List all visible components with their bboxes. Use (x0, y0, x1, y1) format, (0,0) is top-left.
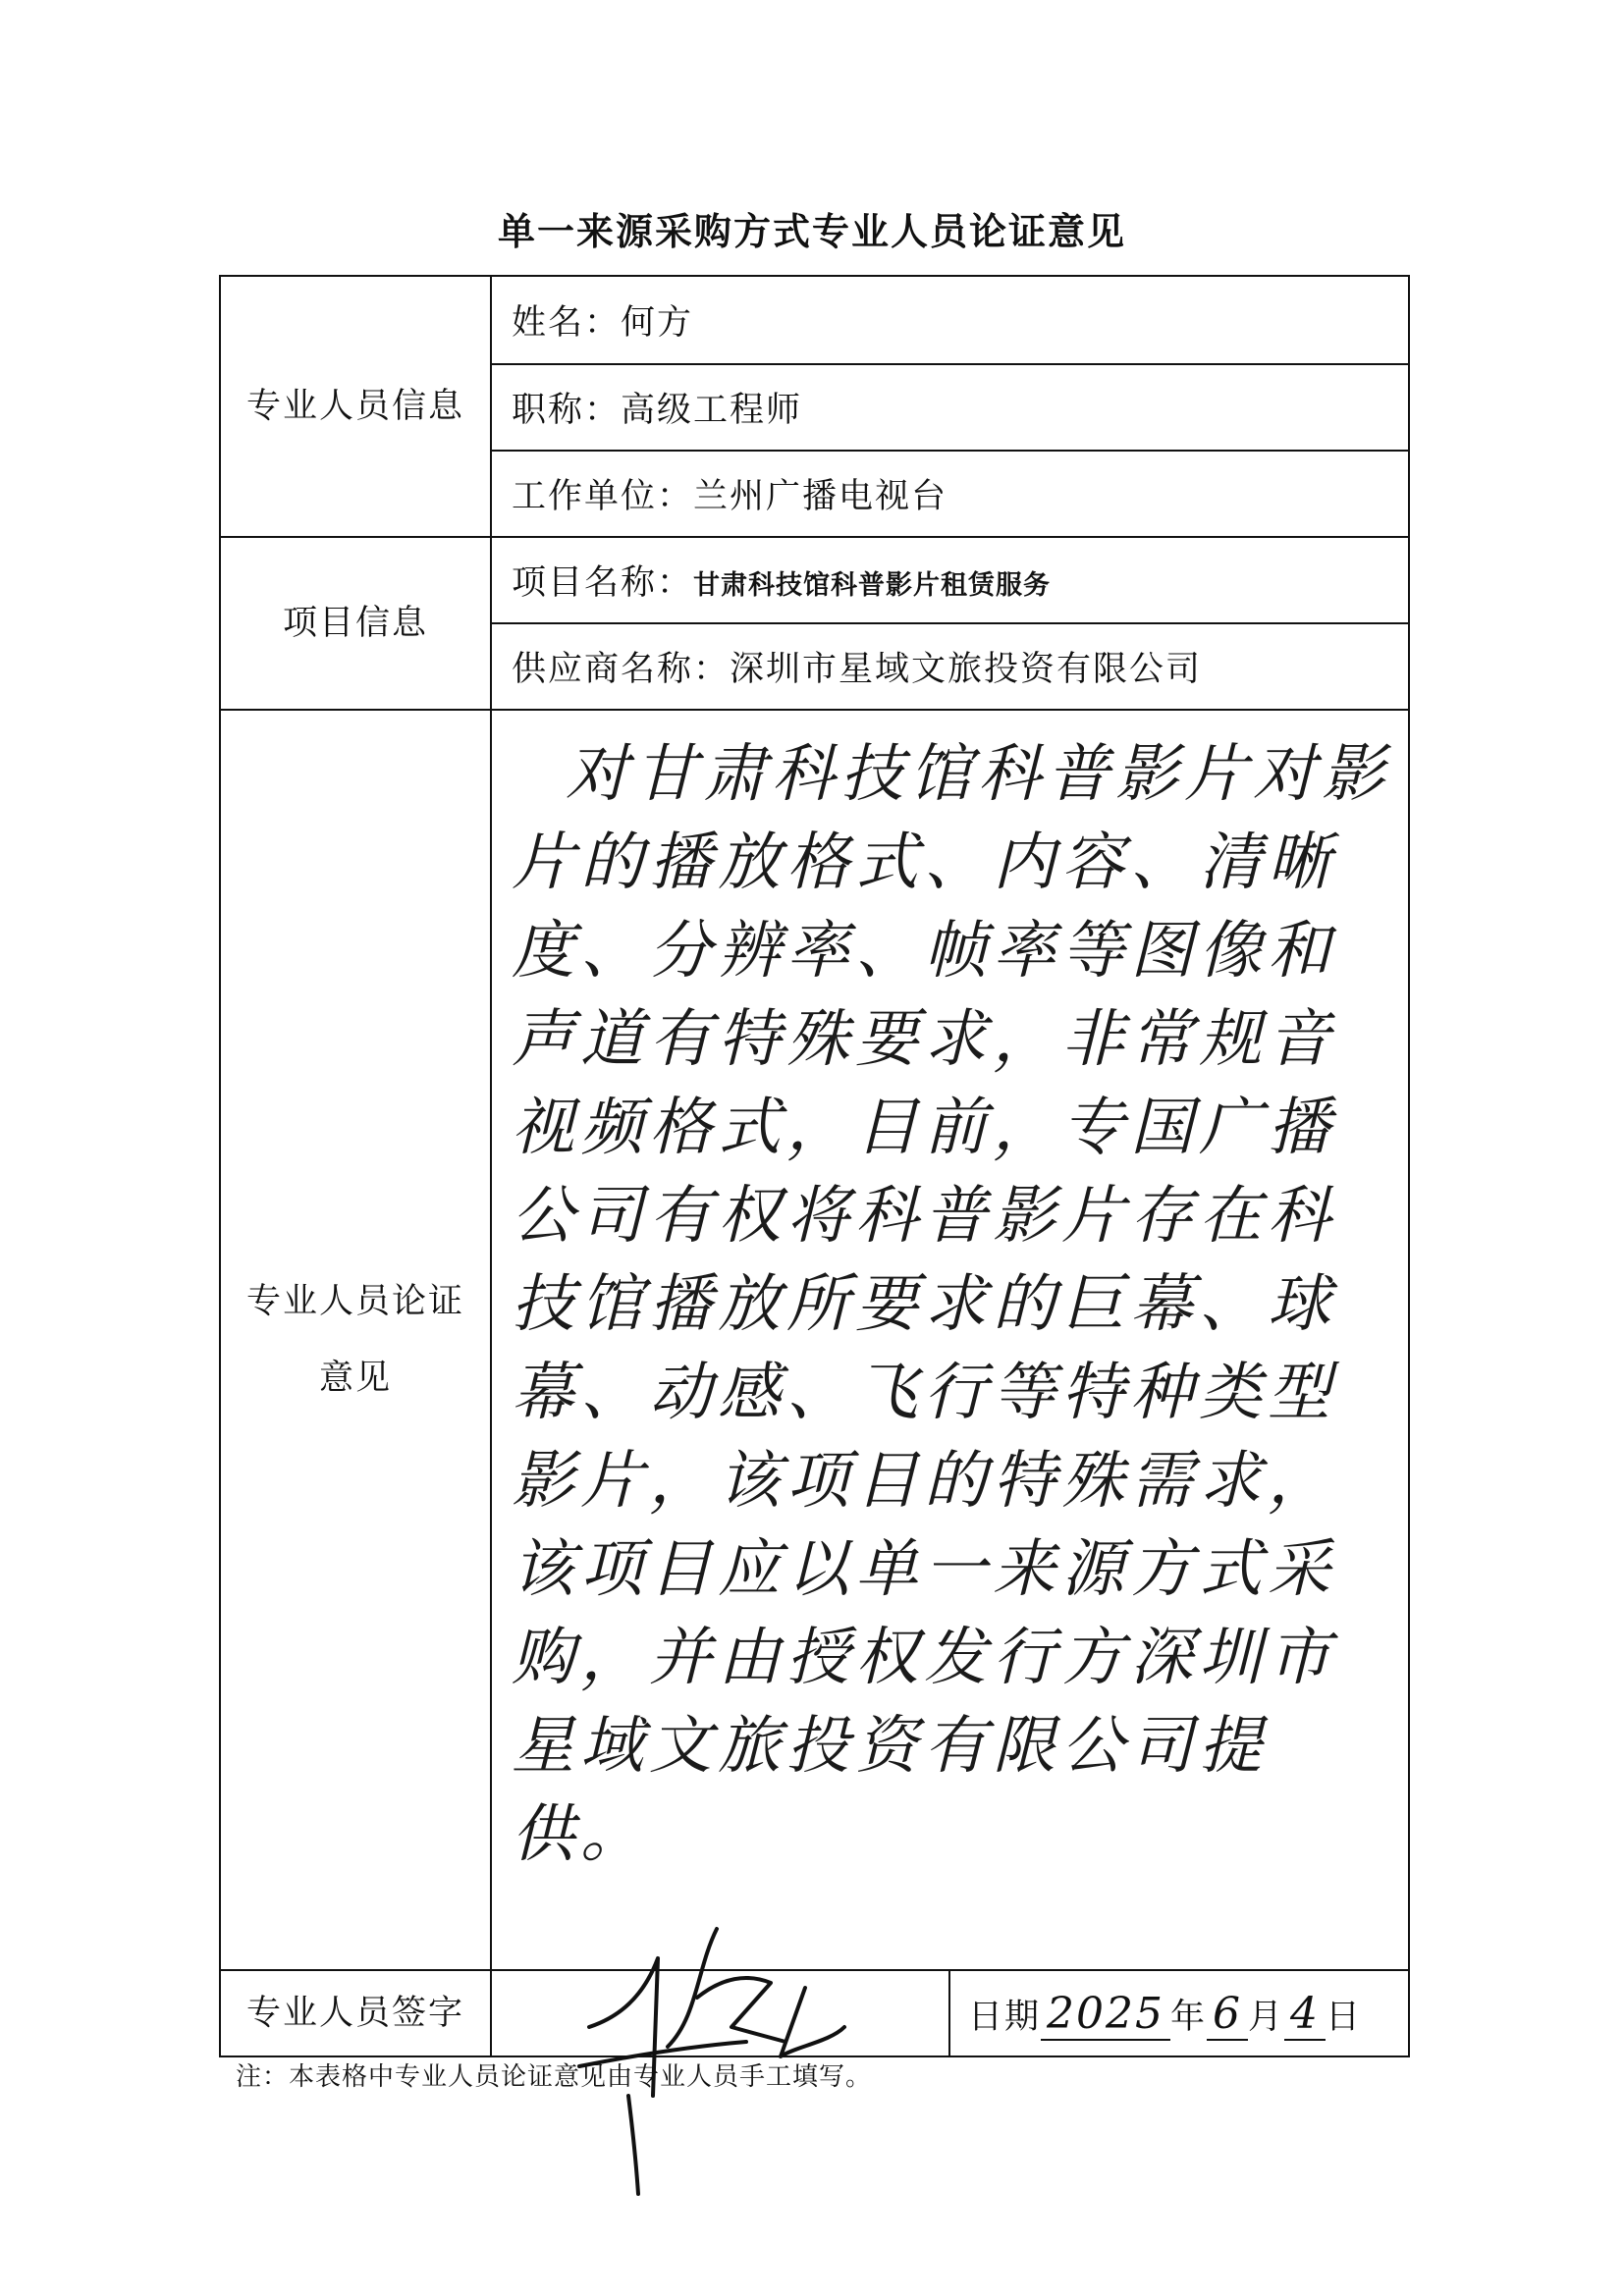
date-label: 日期 (968, 1997, 1042, 2037)
supplier-value: 深圳市星域文旅投资有限公司 (730, 650, 1203, 689)
organization-value: 兰州广播电视台 (693, 477, 948, 516)
opinion-label-line2: 意见 (318, 1359, 392, 1398)
opinion-cell (491, 710, 1409, 1970)
date-month-unit: 月 (1248, 1997, 1285, 2037)
handwritten-signature (550, 1870, 903, 2204)
name-label: 姓名： (512, 303, 622, 343)
project-name-row (491, 537, 1409, 623)
date-year: 2025 (1041, 1989, 1170, 2041)
document-title: 单一来源采购方式专业人员论证意见 (497, 210, 1126, 253)
job-title-label: 职称： (512, 391, 622, 430)
date-year-unit: 年 (1170, 1997, 1208, 2037)
name-value: 何方 (621, 303, 694, 343)
handwritten-opinion-text: 对甘肃科技馆科普影片对影片的播放格式、内容、清晰度、分辨率、帧率等图像和声道有特殊要求，非常规音视频格式，目前，专国广播公司有权将科普影片存在科技馆播放所要求的巨幕、球幕、动感、飞行等特种类型影片，该项目的特殊需求，该项目应以单一来源方式采购，并由授权发行方深圳市星域文旅投资有限公司提供。 (512, 738, 1390, 1871)
supplier-row (491, 623, 1409, 710)
opinion-label-line1: 专业人员论证 (245, 1282, 464, 1321)
opinion-label (220, 710, 491, 1970)
date-day-unit: 日 (1326, 1997, 1363, 2037)
project-info-label: 项目信息 (220, 537, 491, 710)
date-day: 4 (1284, 1989, 1326, 2041)
organization-row (491, 451, 1409, 537)
name-row (491, 276, 1409, 364)
date-field (950, 1989, 1408, 2039)
date-cell (949, 1970, 1409, 2056)
signature-label: 专业人员签字 (220, 1970, 491, 2056)
expert-info-label: 专业人员信息 (220, 276, 491, 537)
organization-label: 工作单位： (512, 477, 694, 516)
supplier-label: 供应商名称： (512, 650, 731, 689)
opinion-form-table (219, 275, 1410, 2057)
footnote: 注：本表格中专业人员论证意见由专业人员手工填写。 (236, 2062, 873, 2092)
project-name-label: 项目名称： (512, 563, 694, 603)
date-month: 6 (1207, 1989, 1248, 2041)
project-name-value: 甘肃科技馆科普影片租赁服务 (693, 570, 1052, 601)
job-title-row (491, 364, 1409, 451)
job-title-value: 高级工程师 (621, 391, 803, 430)
